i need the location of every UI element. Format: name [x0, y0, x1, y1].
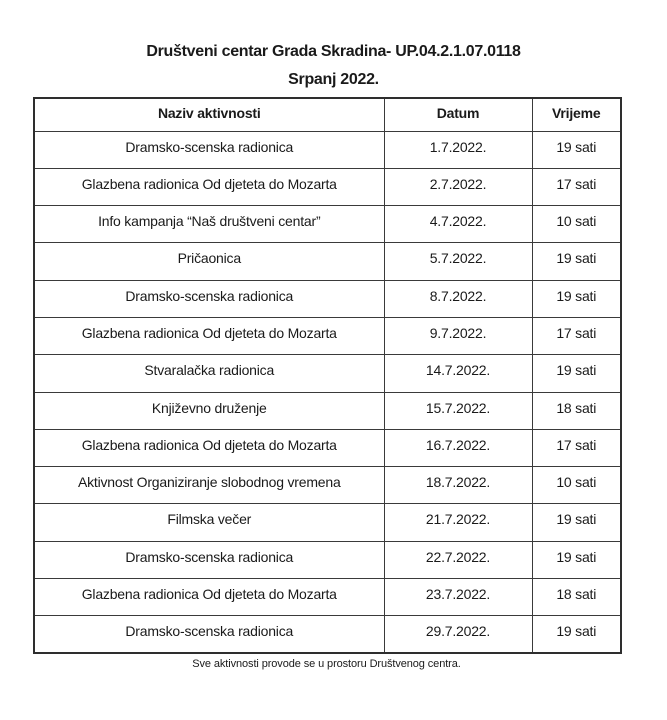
time-cell: 17 sati [532, 168, 621, 205]
date-cell: 8.7.2022. [384, 280, 532, 317]
date-cell: 4.7.2022. [384, 206, 532, 243]
date-cell: 5.7.2022. [384, 243, 532, 280]
time-cell: 17 sati [532, 429, 621, 466]
date-cell: 1.7.2022. [384, 131, 532, 168]
table-header [34, 98, 621, 131]
activity-cell: Aktivnost Organiziranje slobodnog vremena [34, 467, 384, 504]
header-row [34, 98, 621, 131]
activity-cell: Glazbena radionica Od djeteta do Mozarta [34, 168, 384, 205]
time-cell: 19 sati [532, 131, 621, 168]
time-cell: 19 sati [532, 280, 621, 317]
activity-cell: Dramsko-scenska radionica [34, 616, 384, 653]
table-row [34, 280, 621, 317]
col-header-time: Vrijeme [532, 98, 621, 131]
table-row [34, 168, 621, 205]
date-cell: 15.7.2022. [384, 392, 532, 429]
date-cell: 23.7.2022. [384, 579, 532, 616]
activity-cell: Dramsko-scenska radionica [34, 541, 384, 578]
table-row [34, 579, 621, 616]
activity-cell: Filmska večer [34, 504, 384, 541]
activity-cell: Glazbena radionica Od djeteta do Mozarta [34, 317, 384, 354]
table-row [34, 355, 621, 392]
footnote: Sve aktivnosti provode se u prostoru Društvenog centra. [192, 658, 461, 671]
col-header-activity: Naziv aktivnosti [34, 98, 384, 131]
activity-cell: Dramsko-scenska radionica [34, 280, 384, 317]
table-row [34, 467, 621, 504]
table-row [34, 206, 621, 243]
date-cell: 29.7.2022. [384, 616, 532, 653]
activity-cell: Glazbena radionica Od djeteta do Mozarta [34, 579, 384, 616]
date-cell: 22.7.2022. [384, 541, 532, 578]
document-subtitle: Srpanj 2022. [288, 71, 379, 88]
schedule-table [33, 97, 622, 654]
date-cell: 16.7.2022. [384, 429, 532, 466]
time-cell: 10 sati [532, 206, 621, 243]
activity-cell: Info kampanja “Naš društveni centar” [34, 206, 384, 243]
date-cell: 2.7.2022. [384, 168, 532, 205]
table-row [34, 131, 621, 168]
table-row [34, 429, 621, 466]
table-row [34, 317, 621, 354]
time-cell: 19 sati [532, 243, 621, 280]
time-cell: 17 sati [532, 317, 621, 354]
activity-cell: Književno druženje [34, 392, 384, 429]
date-cell: 14.7.2022. [384, 355, 532, 392]
activity-cell: Stvaralačka radionica [34, 355, 384, 392]
document-title: Društveni centar Grada Skradina- UP.04.2.1.07.0118 [146, 43, 521, 60]
table-row [34, 541, 621, 578]
col-header-date: Datum [384, 98, 532, 131]
activity-cell: Dramsko-scenska radionica [34, 131, 384, 168]
activity-cell: Glazbena radionica Od djeteta do Mozarta [34, 429, 384, 466]
time-cell: 18 sati [532, 579, 621, 616]
activity-cell: Pričaonica [34, 243, 384, 280]
table-body [34, 131, 621, 653]
time-cell: 19 sati [532, 616, 621, 653]
table-row [34, 616, 621, 653]
time-cell: 19 sati [532, 541, 621, 578]
time-cell: 18 sati [532, 392, 621, 429]
time-cell: 10 sati [532, 467, 621, 504]
date-cell: 18.7.2022. [384, 467, 532, 504]
document-page [0, 42, 667, 720]
table-row [34, 504, 621, 541]
time-cell: 19 sati [532, 355, 621, 392]
table-row [34, 392, 621, 429]
date-cell: 9.7.2022. [384, 317, 532, 354]
date-cell: 21.7.2022. [384, 504, 532, 541]
time-cell: 19 sati [532, 504, 621, 541]
table-row [34, 243, 621, 280]
